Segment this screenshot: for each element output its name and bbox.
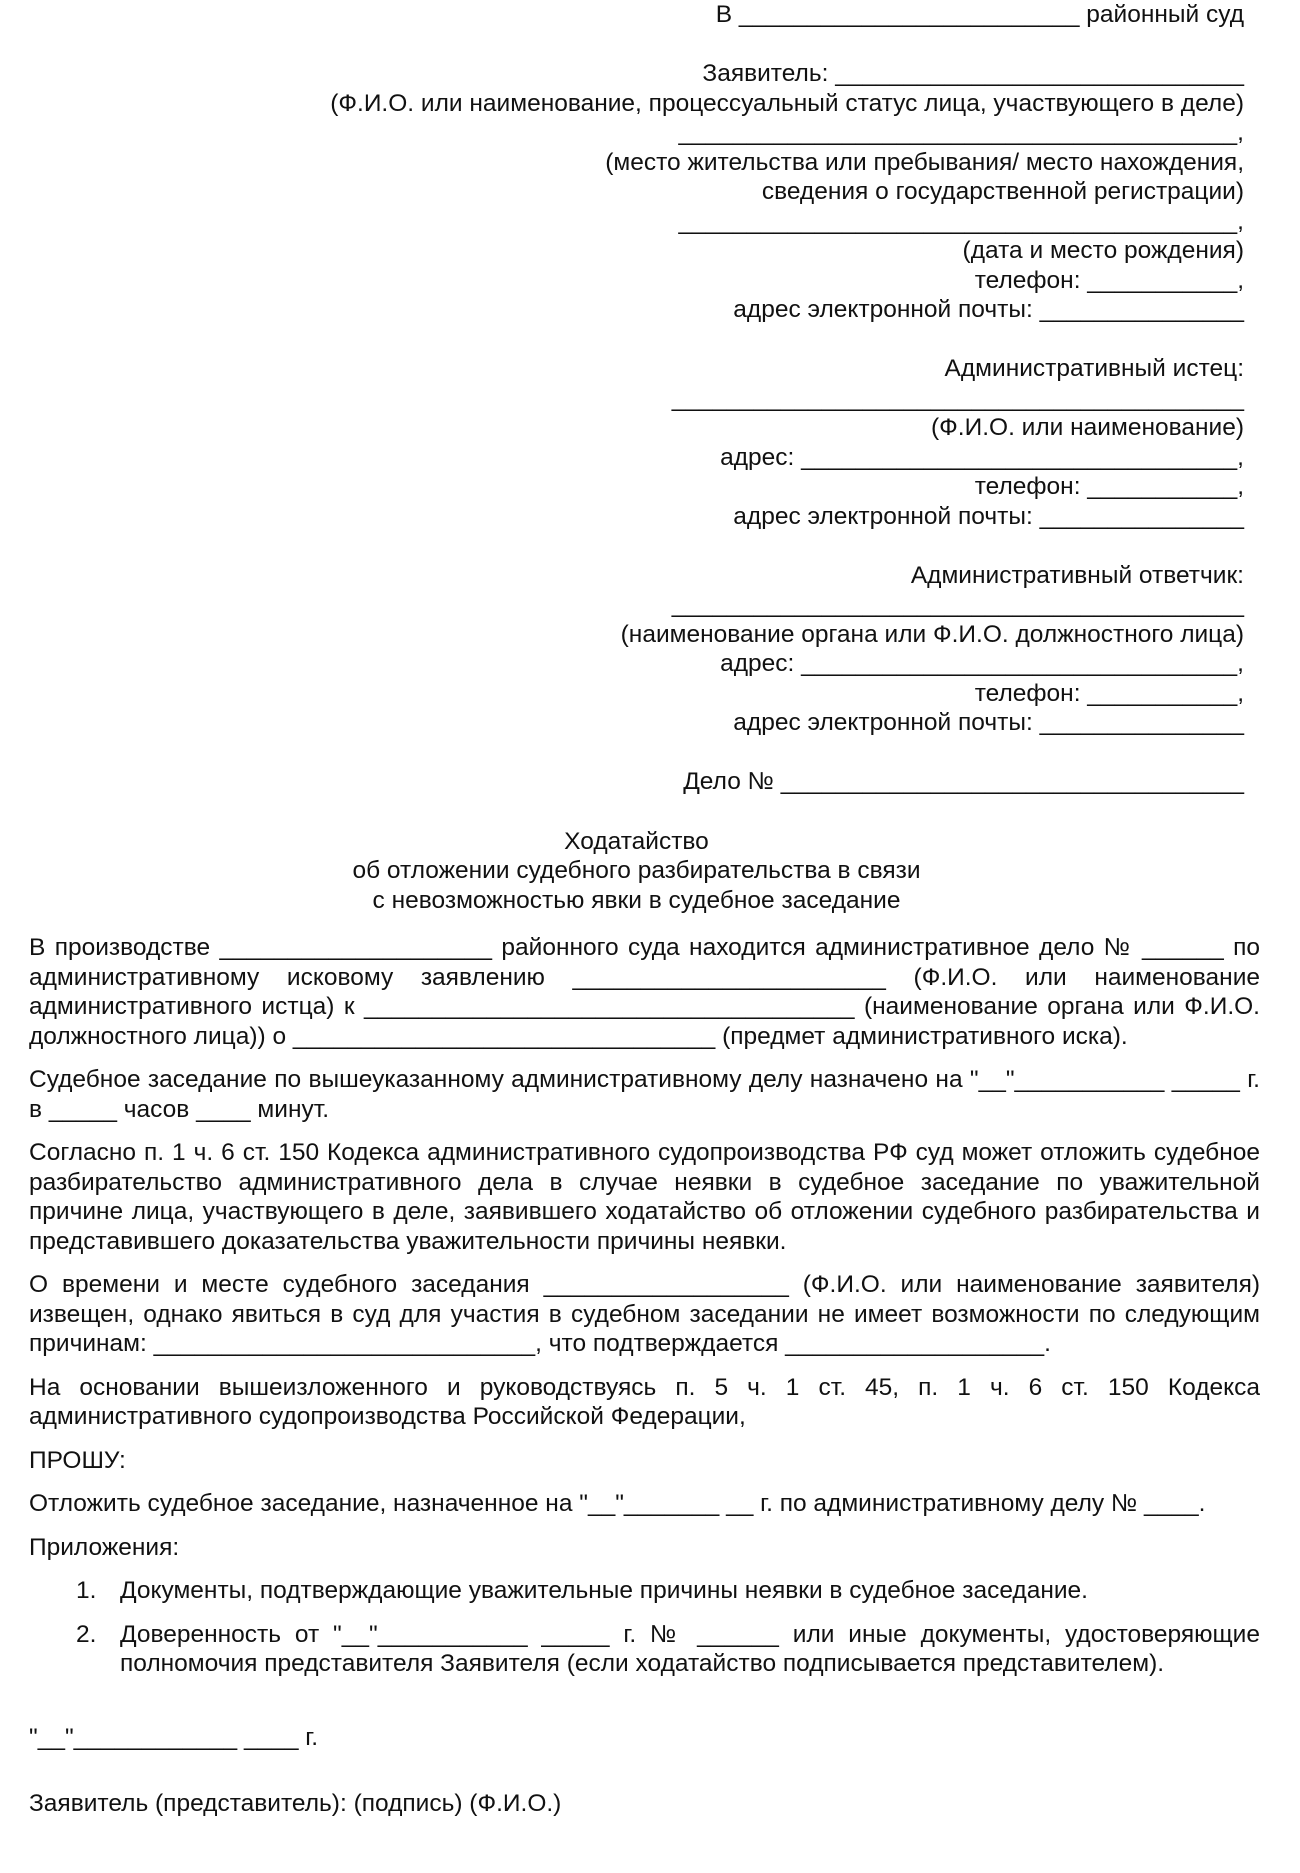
paragraph-request: Отложить судебное заседание, назначенное на "__"_______ __ г. по административному делу № ____. (29, 1490, 1206, 1517)
header-spacer (29, 531, 1244, 561)
defendant-email: адрес электронной почты: _______________ (733, 709, 1244, 736)
title-line-3: с невозможностью явки в судебное заседание (372, 886, 901, 914)
title-line-2: об отложении судебного разбирательства в связи (352, 857, 921, 884)
applicant-email: адрес электронной почты: _______________ (733, 296, 1244, 323)
applicant-name-hint: (Ф.И.О. или наименование, процессуальный статус лица, участвующего в деле) (330, 89, 1244, 117)
header-spacer (29, 325, 1244, 355)
list-item (29, 1620, 1260, 1679)
plaintiff-email: адрес электронной почты: _______________ (733, 502, 1244, 530)
defendant-phone: телефон: ___________, (974, 679, 1244, 707)
applicant-residence-line: _________________________________________, (678, 119, 1244, 146)
applicant-residence-hint-1: (место жительства или пребывания/ место нахождения, (605, 148, 1244, 176)
applicant-residence-hint-2: сведения о государственной регистрации) (761, 178, 1244, 205)
title-line-1: Ходатайство (564, 827, 709, 855)
list-item (29, 1576, 1260, 1606)
defendant-label: Административный ответчик: (910, 561, 1244, 589)
document-title (29, 827, 1244, 916)
paragraph-case-info: В производстве ____________________ районного суда находится административное дело № ______ по административному исковому заявлению _______________________ (Ф.И.О. или наименование административного истца) к ____________________________________ (наименование органа или Ф.И.О. должностного лица)) о _______________________________ (предмет административного иска). (29, 934, 1260, 1050)
attachments-list (29, 1576, 1260, 1679)
paragraph-reasons: О времени и месте судебного заседания __________________ (Ф.И.О. или наименование заявителя) извещен, однако явиться в суд для участия в судебном заседании не имеет возможности по следующим причинам: ____________________________, что подтверждается ___________________. (29, 1271, 1260, 1357)
list-item-number: 1. (76, 1577, 97, 1604)
defendant-name-line: __________________________________________ (671, 591, 1244, 618)
request-heading: ПРОШУ: (29, 1446, 126, 1474)
court-line: В _________________________ районный суд (715, 1, 1244, 28)
applicant-phone: телефон: ___________, (974, 266, 1244, 294)
attachments-heading: Приложения: (29, 1533, 180, 1561)
document-header (29, 0, 1244, 797)
plaintiff-name-hint: (Ф.И.О. или наименование) (931, 414, 1244, 441)
header-spacer (29, 30, 1244, 60)
applicant-birth-line: _________________________________________, (678, 207, 1244, 235)
applicant-line: Заявитель: ______________________________ (702, 60, 1244, 87)
date-field: "__"____________ ____ г. (29, 1723, 319, 1751)
applicant-birth-hint: (дата и место рождения) (962, 237, 1244, 264)
list-item-text: Доверенность от "__"___________ _____ г. № ______ или иные документы, удостоверяющие полномочия представителя Заявителя (если ходатайство подписывается представителем). (120, 1620, 1260, 1677)
paragraph-hearing-date: Судебное заседание по вышеуказанному административному делу назначено на "__"___________ _____ г. в _____ часов ____ минут. (29, 1066, 1260, 1123)
paragraph-grounds: На основании вышеизложенного и руководствуясь п. 5 ч. 1 ст. 45, п. 1 ч. 6 ст. 150 Кодекса административного судопроизводства Российской Федерации, (29, 1373, 1260, 1430)
plaintiff-phone: телефон: ___________, (974, 473, 1244, 500)
paragraph-legal-basis: Согласно п. 1 ч. 6 ст. 150 Кодекса административного судопроизводства РФ суд может отложить судебное разбирательство административного дела в случае неявки в судебное заседание по уважительной причине лица, участвующего в деле, заявившего ходатайство об отложении судебного разбирательства и представившего доказательства уважительности причины неявки. (29, 1139, 1260, 1255)
list-item-number: 2. (76, 1620, 97, 1648)
case-number-line: Дело № __________________________________ (683, 768, 1244, 795)
defendant-address: адрес: ________________________________, (720, 650, 1244, 677)
header-spacer (29, 738, 1244, 768)
plaintiff-address: адрес: ________________________________, (720, 443, 1244, 471)
plaintiff-name-line: __________________________________________ (671, 384, 1244, 412)
document-body (29, 933, 1260, 1819)
list-item-text: Документы, подтверждающие уважительные причины неявки в судебное заседание. (120, 1577, 1088, 1604)
signature-line: Заявитель (представитель): (подпись) (Ф.И.О.) (29, 1790, 562, 1817)
defendant-name-hint: (наименование органа или Ф.И.О. должностного лица) (620, 620, 1244, 648)
plaintiff-label: Административный истец: (944, 355, 1244, 382)
